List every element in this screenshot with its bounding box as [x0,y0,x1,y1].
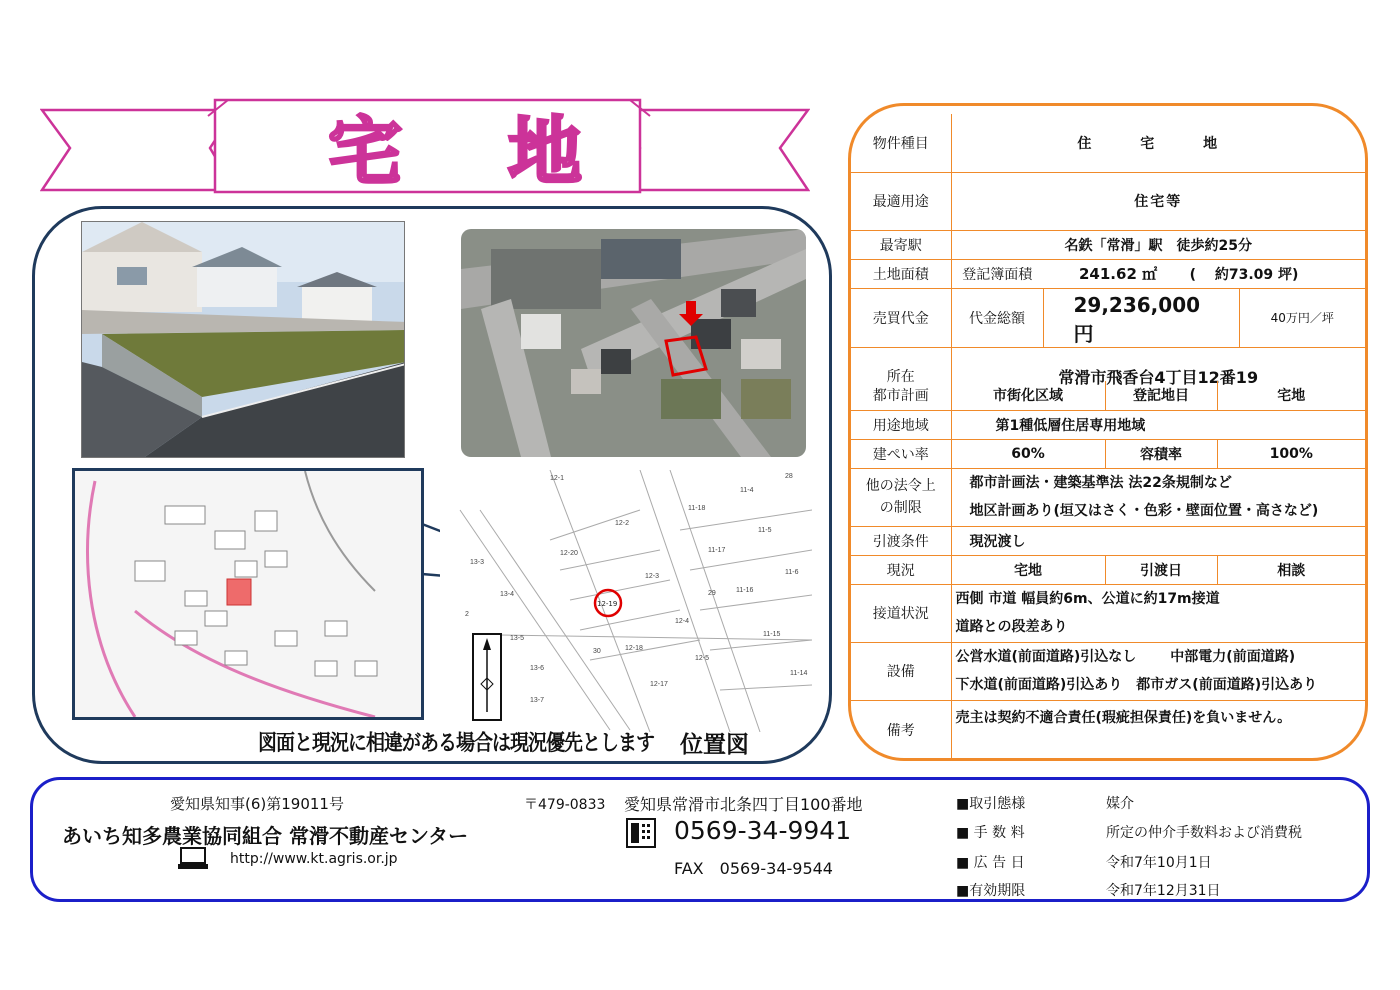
coverage-value: 60% [951,439,1105,468]
zoning-value: 第1種低層住居専用地域 [951,410,1365,439]
lot-number: 29 [708,590,716,597]
office-address: 愛知県常滑市北条四丁目100番地 [624,795,863,814]
handover-date-value: 相談 [1217,555,1365,584]
price-per-tsubo: 40万円／坪 [1239,288,1365,347]
law-line-1: 都市計画法・建築基準法 法22条規制など [969,475,1232,491]
facility-water: 公営水道(前面道路)引込なし [955,649,1137,665]
facility-line-2: 下水道(前面道路)引込あり 都市ガス(前面道路)引込あり [955,677,1318,693]
website-link[interactable]: http://www.kt.agris.or.jp [230,851,398,867]
deal-type-label: ■取引態様 [956,796,1026,812]
area-value: 241.62 ㎡ [1079,265,1158,283]
city-plan-label: 都市計画 [851,381,951,410]
price-label: 売買代金 [851,288,951,347]
floor-area-ratio-value: 100% [1217,439,1365,468]
license-number: 愛知県知事(6)第19011号 [170,795,344,813]
lot-number: 13-7 [530,697,545,704]
facility-label: 設備 [851,642,951,700]
lot-number: 30 [593,648,601,655]
lot-number: 12-4 [675,618,690,625]
area-sub-label: 登記簿面積 [951,259,1043,288]
lot-number: 13-3 [470,559,485,566]
status-value: 宅地 [951,555,1105,584]
lot-number: 12-20 [560,550,578,557]
lot-number: 13-6 [530,665,545,672]
lot-number: 11-4 [740,487,754,494]
lot-number: 11-15 [763,631,781,638]
subject-lot-number: 12-19 [597,600,618,608]
discrepancy-note: 図面と現況に相違がある場合は現況優先とします [258,730,655,756]
fee-label: ■ 手 数 料 [956,825,1025,841]
land-category-label: 登記地目 [1105,381,1217,410]
price-value: 29,236,000 円 [1043,288,1239,347]
detail-map [72,468,424,720]
lot-number: 11-17 [708,547,726,554]
lot-number: 11-16 [736,587,754,594]
lot-number: 12-3 [645,573,660,580]
lot-number: 13-4 [500,591,515,598]
title-banner [40,98,810,198]
floor-area-ratio-label: 容積率 [1105,439,1217,468]
expiry-label: ■有効期限 [956,883,1026,899]
location-map-label: 位置図 [680,732,749,758]
lot-number: 11-18 [688,505,706,512]
lot-map [440,470,812,732]
law-label: 他の法令上の制限 [851,468,951,526]
fax-number: FAX 0569-34-9544 [674,859,833,878]
phone-number: 0569-34-9941 [674,816,852,845]
lot-number: 13-5 [510,635,525,642]
law-line-2: 地区計画あり(垣又はさく・色彩・壁面位置・高さなど) [969,503,1319,519]
road-label: 接道状況 [851,584,951,642]
lot-number: 12-18 [625,645,643,652]
street-photo [81,221,405,458]
lot-number: 11-5 [758,527,772,534]
station-value: 名鉄「常滑」駅 徒歩約25分 [951,230,1365,259]
coverage-label: 建ぺい率 [851,439,951,468]
handover-value: 現況渡し [951,526,1365,555]
land-category-value: 宅地 [1217,381,1365,410]
handover-label: 引渡条件 [851,526,951,555]
phone-icon [626,818,656,852]
area-label: 土地面積 [851,259,951,288]
city-plan-value: 市街化区域 [951,381,1105,410]
lot-number: 28 [785,473,793,480]
property-info-panel [848,103,1368,761]
lot-number: 11-14 [790,670,808,677]
use-value: 住宅等 [951,172,1365,230]
expiry-value: 令和7年12月31日 [1106,883,1221,899]
use-label: 最適用途 [851,172,951,230]
ad-date-label: ■ 広 告 日 [956,855,1025,871]
price-sub-label: 代金総額 [951,288,1043,347]
lot-number: 12-2 [615,520,630,527]
aerial-photo [461,229,806,457]
property-info-table-lower [851,381,1365,760]
status-label: 現況 [851,555,951,584]
ad-date-value: 令和7年10月1日 [1106,855,1212,871]
fee-value: 所定の仲介手数料および消費税 [1106,825,1302,841]
remarks-value: 売主は契約不適合責任(瑕疵担保責任)を負いません。 [951,700,1365,760]
address-value: 常滑市飛香台4丁目12番19 [951,347,1365,405]
lot-number: 11-6 [785,569,799,576]
road-line-2: 道路との段差あり [955,619,1068,635]
property-type: 住 宅 地 [951,114,1365,172]
lot-number: 12-5 [695,655,710,662]
remarks-label: 備考 [886,723,915,740]
postal-code: 〒479-0833 [524,797,606,813]
road-line-1: 西側 市道 幅員約6m、公道に約17m接道 [955,591,1220,607]
lot-number: 12-1 [550,475,565,482]
facility-electric: 中部電力(前面道路) [1170,649,1296,665]
handover-date-label: 引渡日 [1105,555,1217,584]
zoning-label: 用途地域 [851,410,951,439]
area-tsubo: ( 約73.09 坪) [1189,267,1299,283]
station-label: 最寄駅 [851,230,951,259]
banner-title: 宅 地 [328,109,622,195]
address-label: 所在 [886,369,915,386]
property-info-table [851,114,1365,405]
deal-type-value: 媒介 [1106,796,1134,812]
computer-icon [178,846,208,875]
lot-number: 12-17 [650,681,668,688]
company-name: あいち知多農業協同組合 常滑不動産センター [62,824,469,848]
lot-number: 2 [465,611,469,618]
property-type-label: 物件種目 [851,114,951,172]
